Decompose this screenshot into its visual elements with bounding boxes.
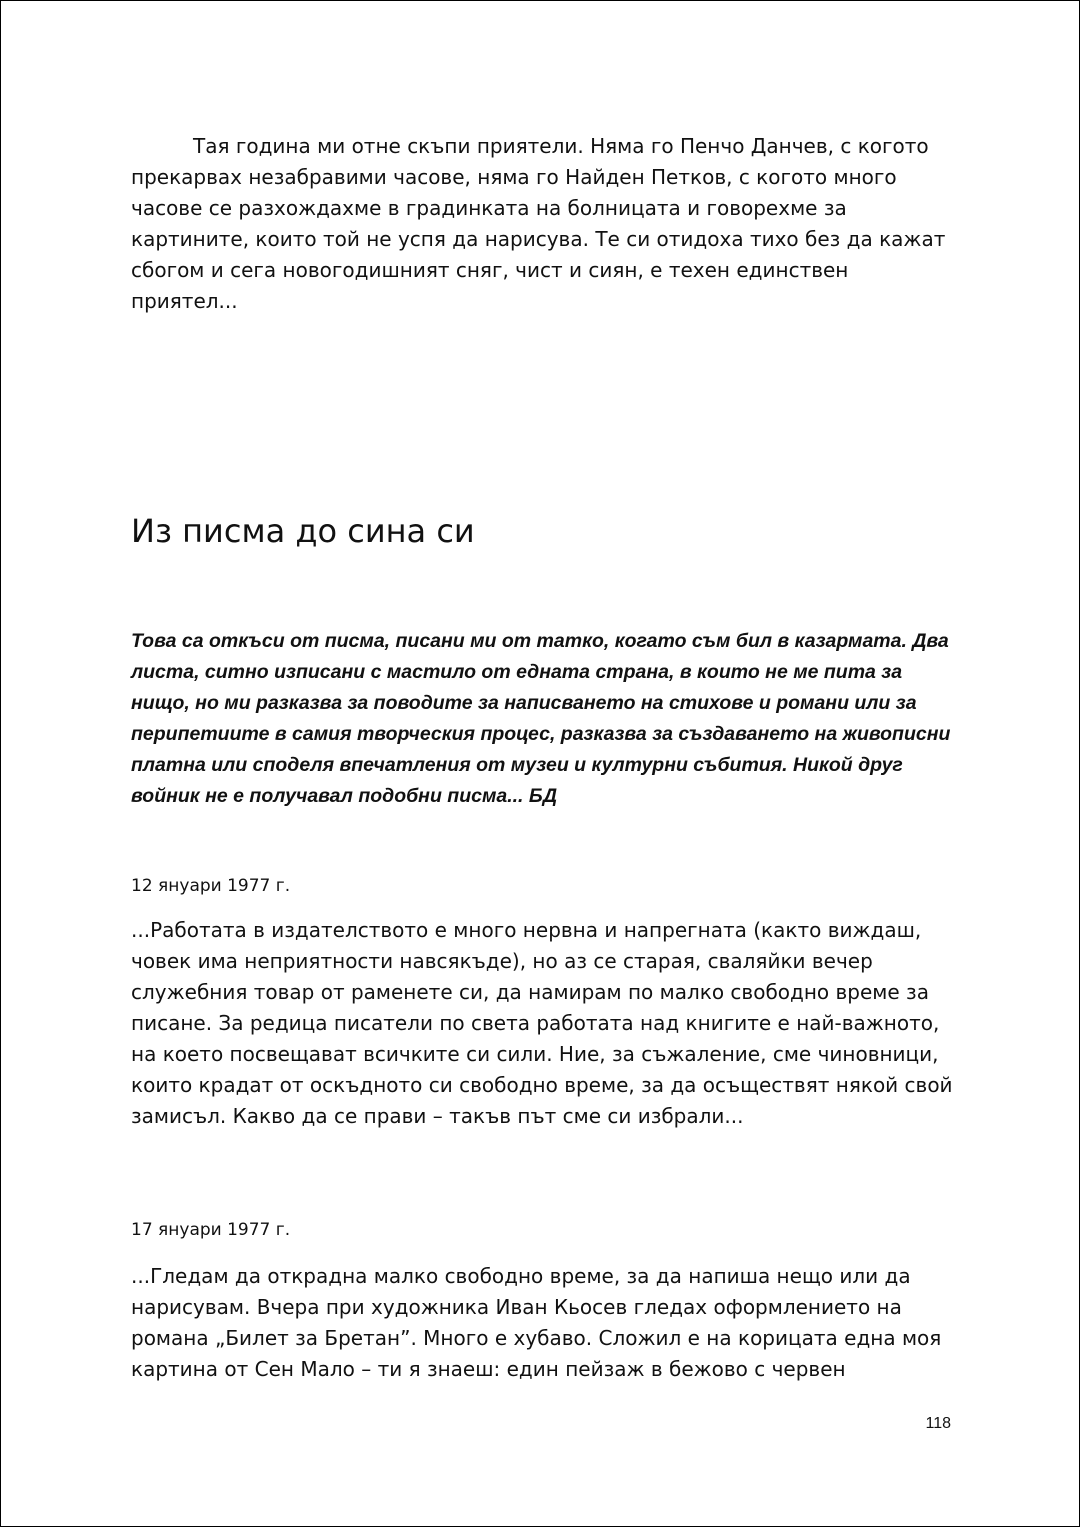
- letter-excerpt: ...Гледам да открадна малко свободно време, за да напиша нещо или да нарисувам. Вчера при художника Иван Кьосев гледах оформлението на романа „Билет за Бретан”. Много е хубаво. Сложил е на корицата една моя картина от Сен Мало – ти я знаеш: един пейзаж в бежово с червен: [131, 1264, 942, 1381]
- intro-paragraph: Тая година ми отне скъпи приятели. Няма го Пенчо Данчев, с когото прекарвах незабравими часове, няма го Найден Петков, с когото много часове се разхождахме в градинката на болницата и говорехме за картините, които той не успя да нарисува. Те си отидоха тихо без да кажат сбогом и сега новогодишният сняг, чист и сиян, е техен единствен приятел...: [131, 134, 946, 313]
- letter-date: 12 януари 1977 г.: [131, 876, 291, 896]
- page-number: 118: [925, 1415, 951, 1432]
- editor-note: Това са откъси от писма, писани ми от татко, когато съм бил в казармата. Два листа, ситно изписани с мастило от едната страна, в които не ме пита за нищо, но ми разказва за поводите за написването на стихове и романи или за перипетиите в самия творческия процес, разказва за създаването на живописни платна или споделя впечатления от музеи и културни събития. Никой друг войник не е получавал подобни писма... БД: [131, 630, 951, 807]
- letter-excerpt: ...Работата в издателството е много нервна и напрегната (както виждаш, човек има неприятности навсякъде), но аз се старая, сваляйки вечер служебния товар от раменете си, да намирам по малко свободно време за писане. За редица писатели по света работата над книгите е най-важното, на което посвещават всичките си сили. Ние, за съжаление, сме чиновници, които крадат от оскъдното си свободно време, за да осъществят някой свой замисъл. Какво да се прави – такъв път сме си избрали...: [131, 918, 953, 1128]
- section-title: Из писма до сина си: [131, 512, 475, 550]
- letter-date: 17 януари 1977 г.: [131, 1220, 291, 1240]
